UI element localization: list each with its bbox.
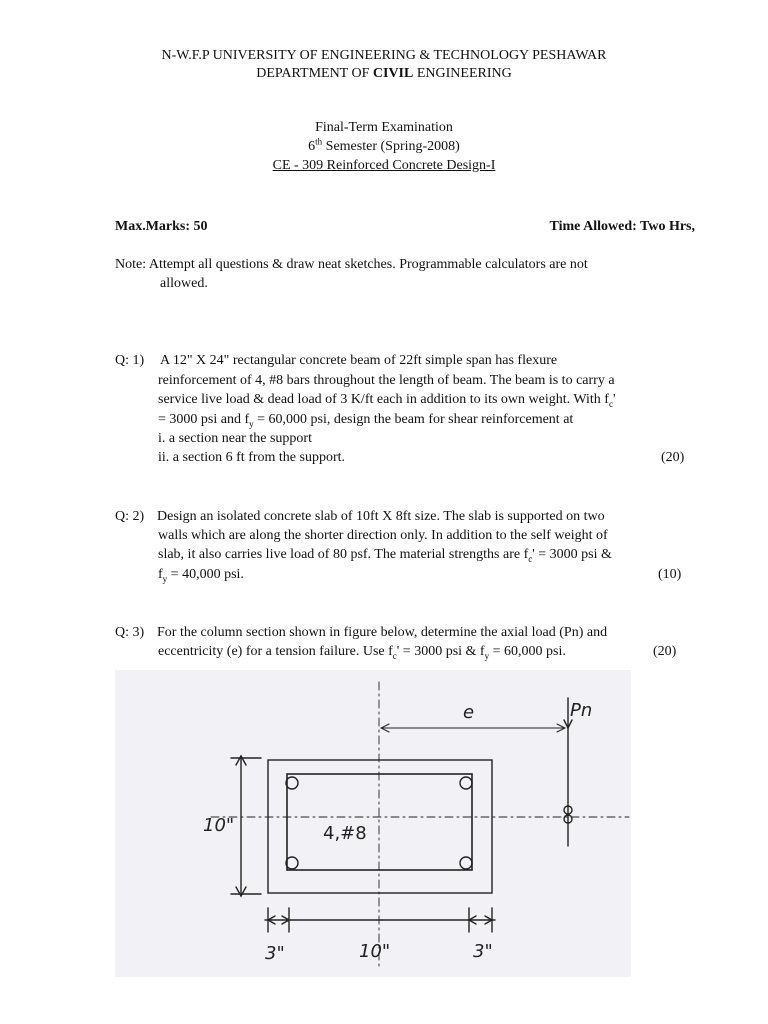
q1-line-5: i. a section near the support: [158, 431, 312, 446]
pn-label: Pn: [570, 700, 593, 721]
semester-line: [0, 136, 768, 155]
column-outline: [268, 760, 492, 893]
semester-rest: Semester (Spring-2008): [322, 139, 460, 154]
q2-line-3: [158, 547, 612, 563]
dim-right-label: 3": [473, 941, 493, 962]
q1-line-2: reinforcement of 4, #8 bars throughout the length of beam. The beam is to carry a: [158, 373, 615, 388]
department-suffix: ENGINEERING: [413, 66, 512, 81]
rebar-bottom-right: [460, 857, 472, 869]
department-prefix: DEPARTMENT OF: [256, 66, 373, 81]
q1-line-4-a: = 3000 psi and f: [158, 412, 250, 427]
q3-line-2: [158, 644, 566, 660]
q1-line-3-end: ': [612, 392, 616, 407]
q3-line-1: For the column section shown in figure below, determine the axial load (Pn) and: [157, 625, 608, 640]
q3-line-2-b: ' = 3000 psi & f: [396, 644, 485, 659]
semester-number: 6: [308, 139, 316, 154]
q1-line-1: A 12" X 24" rectangular concrete beam of 22ft simple span has flexure: [160, 353, 558, 368]
q2-line-1: Design an isolated concrete slab of 10ft X 8ft size. The slab is supported on two: [157, 509, 605, 524]
q2-line-4-b: = 40,000 psi.: [167, 567, 244, 582]
department-line: [0, 66, 768, 82]
course-title: CE - 309 Reinforced Concrete Design-I: [272, 158, 496, 173]
q1-line-4-sub: y: [249, 418, 254, 429]
dim-left-label: 3": [265, 943, 285, 964]
q3-line-2-c: = 60,000 psi.: [489, 644, 566, 659]
q2-line-3-a: slab, it also carries live load of 80 psf. The material strengths are f: [158, 547, 529, 562]
q2-line-4-a: f: [158, 567, 163, 582]
q3-label: Q: 3): [115, 625, 145, 640]
q3-line-2-a: eccentricity (e) for a tension failure. Use f: [158, 644, 393, 659]
max-marks: Max.Marks: 50: [115, 219, 208, 234]
tie-outline: [287, 774, 472, 870]
column-section-figure: [115, 670, 631, 977]
e-label: e: [463, 702, 475, 723]
note-line-2: allowed.: [160, 276, 208, 291]
q1-line-3-sub: c: [608, 398, 613, 409]
q1-line-6: ii. a section 6 ft from the support.: [158, 450, 346, 465]
q2-line-3-sub: c: [528, 553, 533, 564]
rebar-top-right: [460, 777, 472, 789]
q2-label: Q: 2): [115, 509, 145, 524]
time-allowed: Time Allowed: Two Hrs,: [549, 219, 695, 234]
q2-marks: (10): [658, 567, 682, 582]
exam-title: Final-Term Examination: [315, 120, 453, 135]
q3-line-2-sub-2: y: [484, 650, 490, 661]
q2-line-3-b: ' = 3000 psi &: [532, 547, 612, 562]
department-bold: CIVIL: [372, 66, 414, 81]
note-line-1: Note: Attempt all questions & draw neat sketches. Programmable calculators are not: [115, 257, 588, 272]
university-name: N-W.F.P UNIVERSITY OF ENGINEERING & TECHNOLOGY PESHAWAR: [161, 48, 607, 63]
q3-line-2-sub-1: c: [392, 650, 397, 661]
dim-mid-label: 10": [359, 941, 391, 962]
bars-label: 4,#8: [323, 823, 367, 844]
q1-line-3-text: service live load & dead load of 3 K/ft each in addition to its own weight. With f: [158, 392, 609, 407]
q1-label: Q: 1): [115, 353, 145, 368]
q1-line-4-b: = 60,000 psi, design the beam for shear reinforcement at: [253, 412, 574, 427]
q2-line-4: [158, 567, 244, 583]
height-label: 10": [203, 815, 235, 836]
semester-superscript: th: [315, 136, 323, 147]
q1-marks: (20): [661, 450, 685, 465]
q2-line-4-sub: y: [162, 573, 168, 584]
q1-line-4: [158, 412, 573, 428]
column-section-sketch: [115, 670, 631, 977]
q1-line-3: [158, 392, 616, 408]
q3-marks: (20): [653, 644, 677, 659]
q2-line-2: walls which are along the shorter direction only. In addition to the self weight of: [158, 528, 608, 543]
